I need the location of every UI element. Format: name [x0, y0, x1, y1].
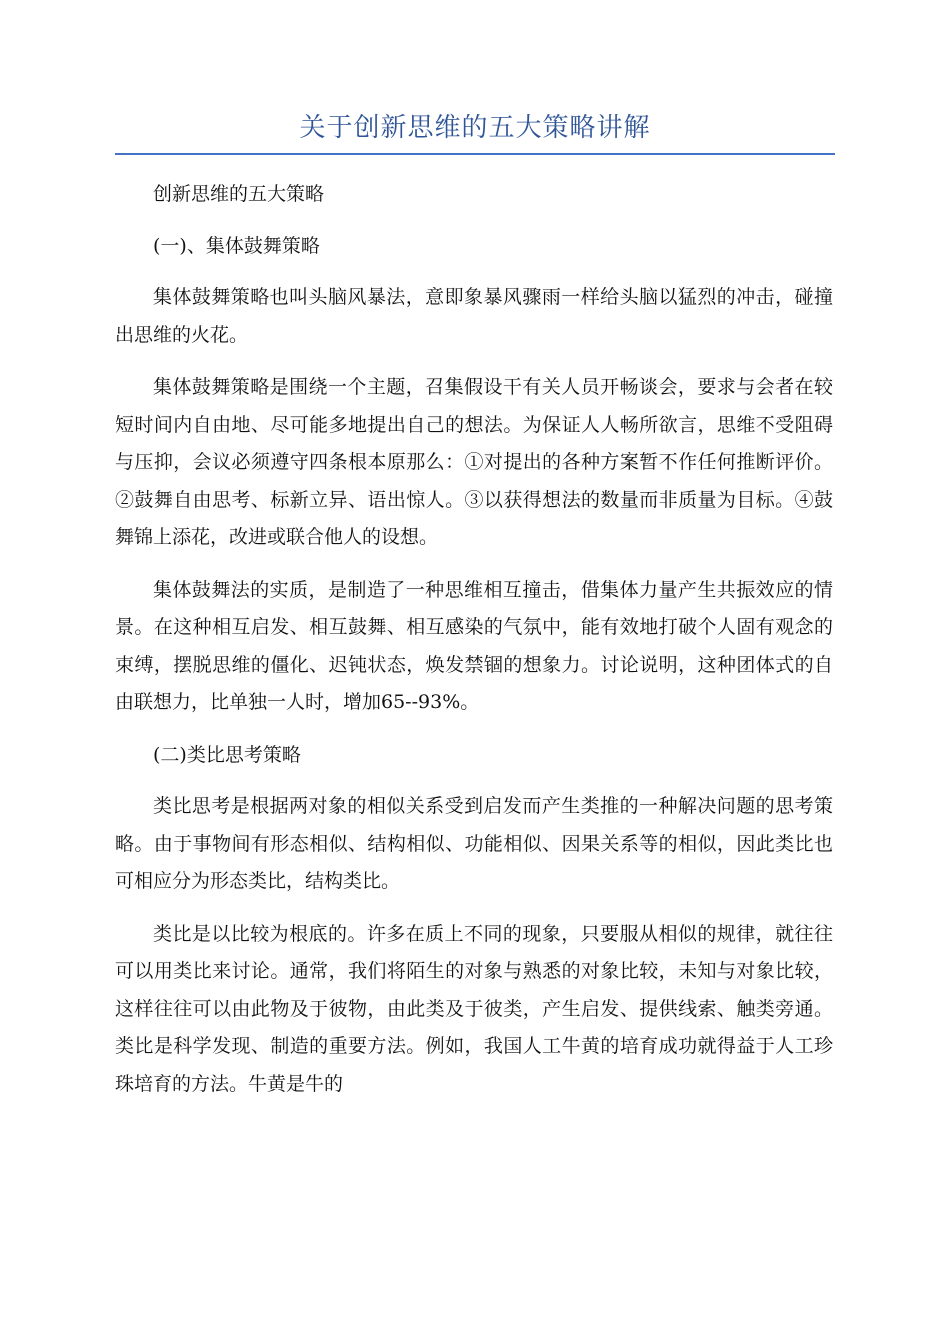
- document-title: 关于创新思维的五大策略讲解: [299, 113, 651, 143]
- document-body: [115, 176, 833, 1118]
- paragraph-5: 类比是以比较为根底的。许多在质上不同的现象，只要服从相似的规律，就往往可以用类比来讨论。通常，我们将陌生的对象与熟悉的对象比较，未知与对象比较，这样往往可以由此物及于彼物，由此类及于彼类，产生启发、提供线索、触类旁通。类比是科学发现、制造的重要方法。例如，我国人工牛黄的培育成功就得益于人工珍珠培育的方法。牛黄是牛的: [115, 922, 833, 1095]
- title-underline: [115, 153, 835, 155]
- paragraph-2: 集体鼓舞策略是围绕一个主题，召集假设干有关人员开畅谈会，要求与会者在较短时间内自由地、尽可能多地提出自己的想法。为保证人人畅所欲言，思维不受阻碍与压抑，会议必须遵守四条根本原那么：①对提出的各种方案暂不作任何推断评价。②鼓舞自由思考、标新立异、语出惊人。③以获得想法的数量而非质量为目标。④鼓舞锦上添花，改进或联合他人的设想。: [115, 376, 833, 548]
- section-heading-2: (二)类比思考策略: [153, 743, 301, 766]
- paragraph-4: 类比思考是根据两对象的相似关系受到启发而产生类推的一种解决问题的思考策略。由于事物间有形态相似、结构相似、功能相似、因果关系等的相似，因此类比也可相应分为形态类比，结构类比。: [115, 795, 833, 892]
- section-heading-main: 创新思维的五大策略: [153, 183, 325, 205]
- section-heading-1: (一)、集体鼓舞策略: [153, 234, 320, 257]
- paragraph-1: 集体鼓舞策略也叫头脑风暴法，意即象暴风骤雨一样给头脑以猛烈的冲击，碰撞出思维的火花。: [115, 286, 833, 346]
- paragraph-3: 集体鼓舞法的实质，是制造了一种思维相互撞击，借集体力量产生共振效应的情景。在这种相互启发、相互鼓舞、相互感染的气氛中，能有效地打破个人固有观念的束缚，摆脱思维的僵化、迟钝状态，焕发禁锢的想象力。讨论说明，这种团体式的自由联想力，比单独一人时，增加65--93%。: [115, 578, 833, 713]
